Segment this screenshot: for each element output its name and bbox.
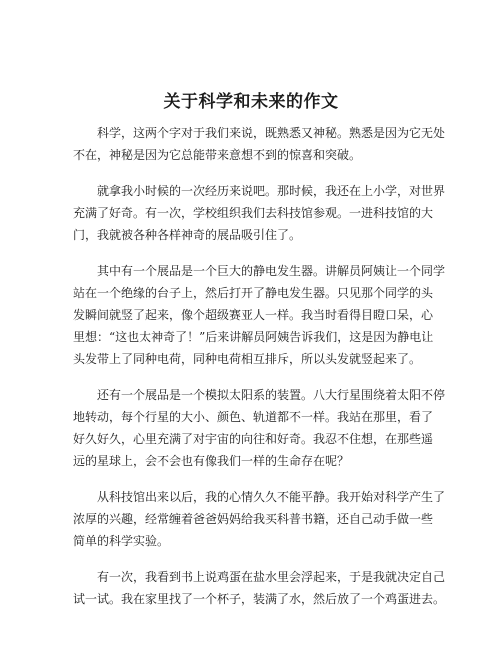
- paragraph-5: [73, 486, 446, 552]
- paragraph-line: 还有一个展品是一个模拟太阳系的装置。八大行星围绕着太阳不停: [73, 388, 446, 402]
- paragraph-line: 站在一个绝缘的台子上，然后打开了静电发生器。只见那个同学的头: [73, 286, 434, 300]
- paragraph-line: 地转动，每个行星的大小、颜色、轨道都不一样。我站在那里，看了: [73, 410, 434, 424]
- paragraph-line: 试一试。我在家里找了一个杯子，装满了水，然后放了一个鸡蛋进去。: [73, 592, 446, 606]
- paragraph-line: 简单的科学实验。: [73, 534, 170, 548]
- paragraph-line: 有一次，我看到书上说鸡蛋在盐水里会浮起来，于是我就决定自己: [73, 570, 446, 584]
- paragraph-line: 好久好久，心里充满了对宇宙的向往和好奇。我忍不住想，在那些遥: [73, 432, 434, 446]
- paragraph-line: 里想：“这也太神奇了！”后来讲解员阿姨告诉我们，这是因为静电让: [73, 330, 434, 344]
- paragraph-line: 远的星球上，会不会也有像我们一样的生命存在呢？: [73, 454, 350, 468]
- paragraph-line: 充满了好奇。有一次，学校组织我们去科技馆参观。一进科技馆的大: [73, 206, 434, 220]
- paragraph-6: [73, 566, 446, 610]
- paragraph-line: 就拿我小时候的一次经历来说吧。那时候，我还在上小学，对世界: [73, 184, 446, 198]
- paragraph-line: 门，我就被各种各样神奇的展品吸引住了。: [73, 228, 302, 242]
- paragraph-line: 其中有一个展品是一个巨大的静电发生器。讲解员阿姨让一个同学: [73, 264, 446, 278]
- document-body: [73, 122, 446, 624]
- paragraph-line: 科学，这两个字对于我们来说，既熟悉又神秘。熟悉是因为它无处: [73, 126, 446, 140]
- paragraph-line: 从科技馆出来以后，我的心情久久不能平静。我开始对科学产生了: [73, 490, 446, 504]
- paragraph-line: 头发带上了同种电荷，同种电荷相互排斥，所以头发就竖起来了。: [73, 352, 422, 366]
- document-title: 关于科学和未来的作文: [163, 92, 339, 112]
- paragraph-2: [73, 180, 446, 246]
- paragraph-line: 不在，神秘是因为它总能带来意想不到的惊喜和突破。: [73, 148, 362, 162]
- paragraph-line: 发瞬间就竖了起来，像个超级赛亚人一样。我当时看得目瞪口呆，心: [73, 308, 434, 322]
- paragraph-line: 浓厚的兴趣，经常缠着爸爸妈妈给我买科普书籍，还自己动手做一些: [73, 512, 434, 526]
- paragraph-1: [73, 122, 446, 166]
- paragraph-3: [73, 260, 446, 370]
- paragraph-4: [73, 384, 446, 472]
